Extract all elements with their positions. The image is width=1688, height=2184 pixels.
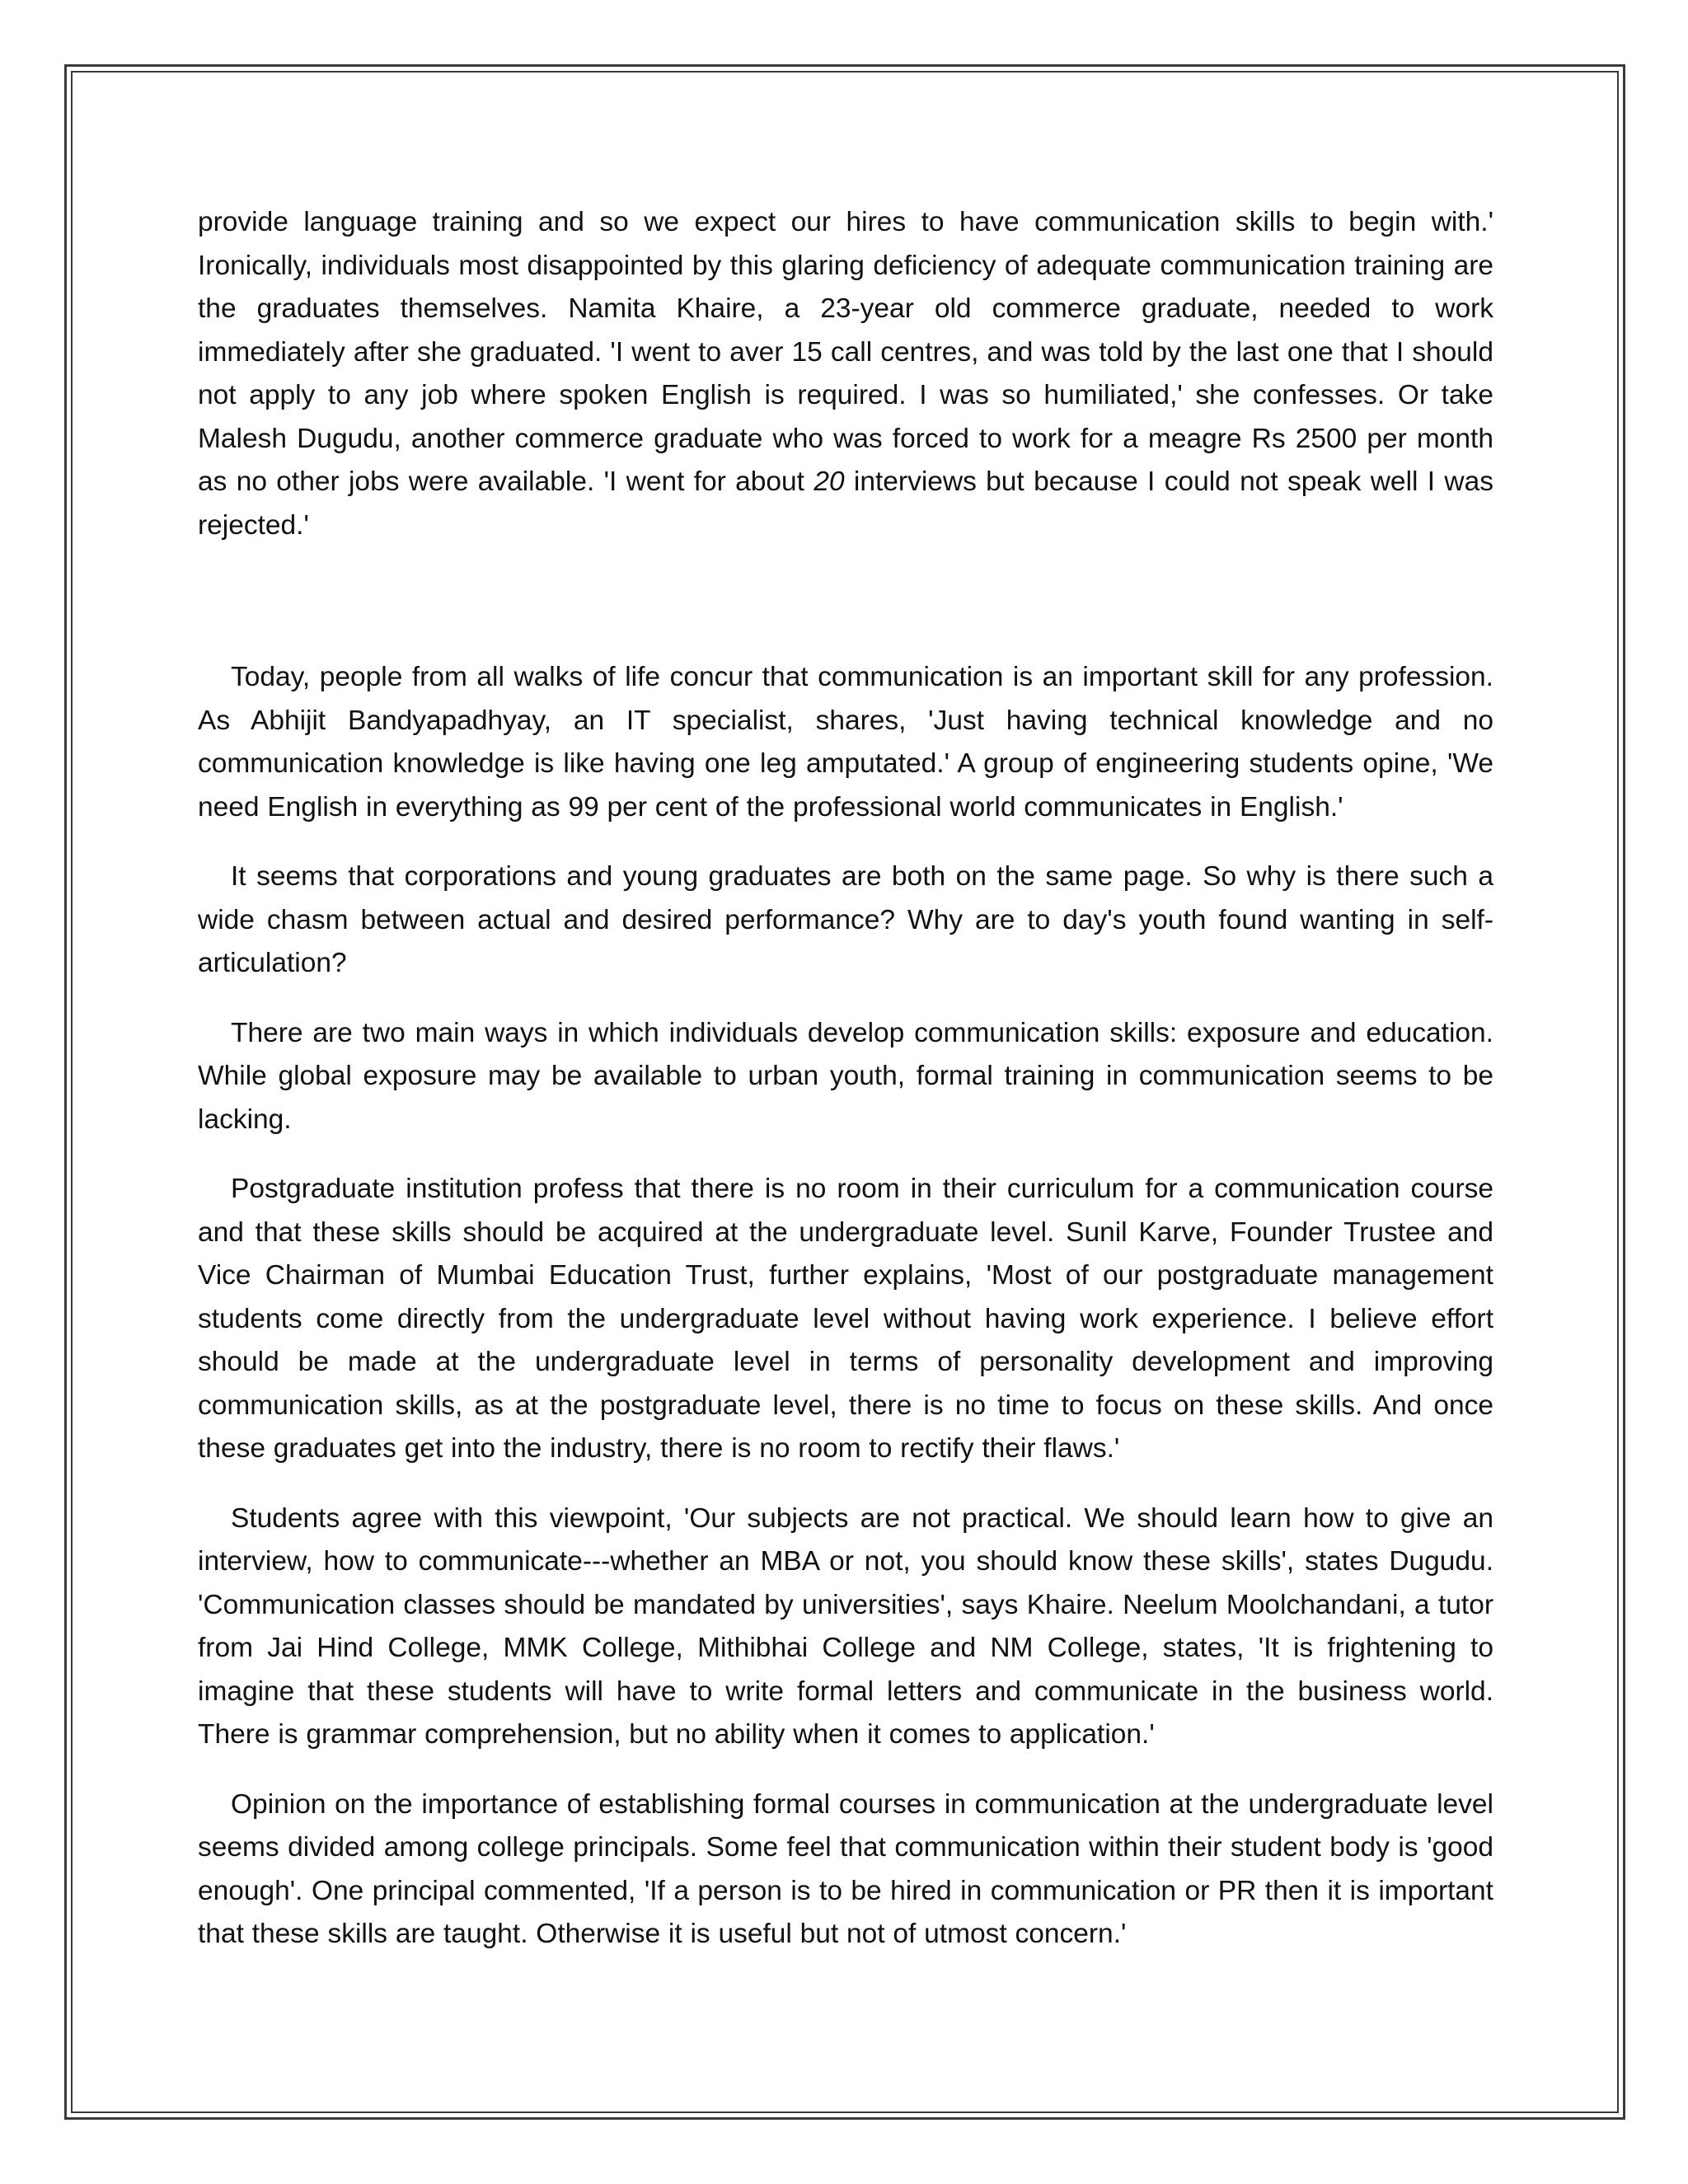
paragraph-spacer: [198, 829, 1493, 855]
paragraph-5: Postgraduate institution profess that there is no room in their curriculum for a communication course and that these skills should be acquired at the undergraduate level. Sunil Karve, Founder Trustee and Vice Chairman of Mumbai Education Trust, further explains, 'Most of our postgraduate management students come directly from the undergraduate level without having work experience. I believe effort should be made at the undergraduate level in terms of personality development and improving communication skills, as at the postgraduate level, there is no time to focus on these skills. And once these graduates get into the industry, there is no room to rectify their flaws.': [198, 1174, 1493, 1464]
section-spacer: [198, 547, 1493, 656]
paragraph-3: It seems that corporations and young graduates are both on the same page. So why is there such a wide chasm between actual and desired performance? Why are to day's youth found wanting in self-articulation?: [198, 861, 1493, 978]
paragraph-spacer: [198, 1141, 1493, 1168]
paragraph-spacer: [198, 986, 1493, 1012]
paragraph-6: Students agree with this viewpoint, 'Our subjects are not practical. We should learn how to give an interview, how to communicate---whether an MBA or not, you should know these skills', states Dugudu. 'Communication classes should be mandated by universities', says Khaire. Neelum Moolchandani, a tutor from Jai Hind College, MMK College, Mithibhai College and NM College, states, 'It is frightening to imagine that these students will have to write formal letters and communicate in the business world. There is grammar comprehension, but no ability when it comes to application.': [198, 1502, 1493, 1750]
paragraph-7: Opinion on the importance of establishing formal courses in communication at the undergraduate level seems divided among college principals. Some feel that communication within their student body is 'good enough'. One principal commented, 'If a person is to be hired in communication or PR then it is important that these skills are taught. Otherwise it is useful but not of utmost concern.': [198, 1788, 1493, 1949]
paragraph-1-italic-number: 20: [814, 466, 845, 497]
paragraph-spacer: [198, 1757, 1493, 1783]
paragraph-2: Today, people from all walks of life concur that communication is an important skill for any profession. As Abhijit Bandyapadhyay, an IT specialist, shares, 'Just having technical knowledge and no communication knowledge is like having one leg amputated.' A group of engineering students opine, 'We need English in everything as 99 per cent of the professional world communicates in English.': [198, 662, 1493, 823]
paragraph-1: [198, 201, 1493, 547]
paragraph-4: There are two main ways in which individuals develop communication skills: exposure and education. While global exposure may be available to urban youth, formal training in communication seems to be lacking.: [198, 1017, 1493, 1135]
document-body: [198, 201, 1493, 1957]
paragraph-1-text-b: interviews but because I could not speak well I was rejected.': [198, 466, 1493, 541]
paragraph-spacer: [198, 1471, 1493, 1497]
paragraph-1-text-a: provide language training and so we expect our hires to have communication skills to begin with.' Ironically, individuals most disappointed by this glaring deficiency of adequate communication training are the graduates themselves. Namita Khaire, a 23-year old commerce graduate, needed to work immediately after she graduated. 'I went to aver 15 call centres, and was told by the last one that I should not apply to any job where spoken English is required. I was so humiliated,' she confesses. Or take Malesh Dugudu, another commerce graduate who was forced to work for a meagre Rs 2500 per month as no other jobs were available. 'I went for about: [198, 207, 1493, 497]
